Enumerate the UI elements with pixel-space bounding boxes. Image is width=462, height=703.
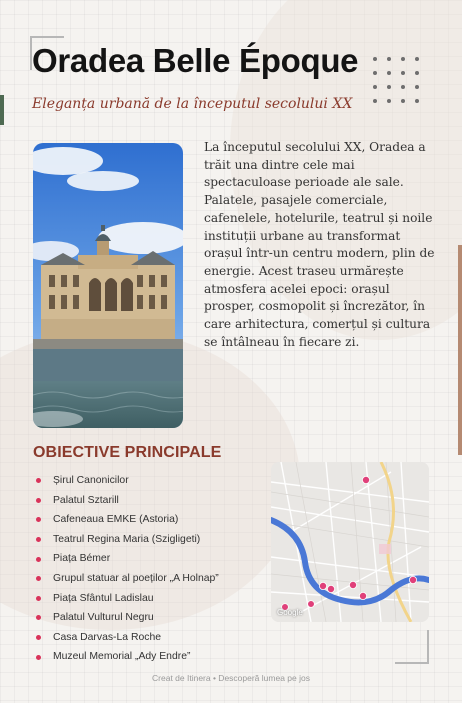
route-map[interactable] xyxy=(271,462,429,622)
dot-grid-icon xyxy=(373,57,419,103)
bullet-dot-icon xyxy=(36,498,41,503)
bullet-dot-icon xyxy=(36,557,41,562)
list-item xyxy=(36,530,219,550)
objectives-list xyxy=(36,471,219,667)
page-subtitle: Eleganța urbană de la începutul secolului XX xyxy=(32,96,353,112)
objectives-heading: OBIECTIVE PRINCIPALE xyxy=(33,444,222,461)
list-item xyxy=(36,491,219,511)
list-item-label: Muzeul Memorial „Ady Endre” xyxy=(53,651,191,663)
map-provider-logo: Google xyxy=(277,608,303,617)
list-item xyxy=(36,589,219,609)
list-item-label: Grupul statuar al poeților „A Holnap” xyxy=(53,572,219,584)
bullet-dot-icon xyxy=(36,478,41,483)
bullet-dot-icon xyxy=(36,615,41,620)
accent-bar-right xyxy=(458,245,462,455)
list-item-label: Teatrul Regina Maria (Szigligeti) xyxy=(53,533,201,545)
list-item-label: Piața Bémer xyxy=(53,553,111,565)
list-item xyxy=(36,628,219,648)
accent-bar-left xyxy=(0,95,4,125)
list-item-label: Palatul Sztarill xyxy=(53,494,119,506)
list-item xyxy=(36,549,219,569)
bullet-dot-icon xyxy=(36,517,41,522)
footer-credit: Creat de Itinera • Descoperă lumea pe jos xyxy=(152,673,310,683)
list-item xyxy=(36,510,219,530)
list-item-label: Casa Darvas-La Roche xyxy=(53,631,161,643)
hero-photo xyxy=(33,143,183,428)
list-item xyxy=(36,608,219,628)
intro-paragraph: La începutul secolului XX, Oradea a trăit una dintre cele mai spectaculoase perioade ale sale. Palatele, pasajele comerciale, cafenelele, hotelurile, teatrul și noile instituții urbane au transformat orașul într-un centru modern, plin de energie. Acest traseu urmărește atmosfera acelei epoci: orașul prosper, cosmopolit și încrezător, în care arhitectura, comerțul și cultura se întâlneau în fiecare zi. xyxy=(204,140,435,349)
list-item xyxy=(36,471,219,491)
list-item-label: Piața Sfântul Ladislau xyxy=(53,592,154,604)
list-item xyxy=(36,569,219,589)
page-title: Oradea Belle Époque xyxy=(32,42,359,79)
list-item-label: Palatul Vulturul Negru xyxy=(53,612,154,624)
list-item-label: Cafeneaua EMKE (Astoria) xyxy=(53,514,179,526)
bullet-dot-icon xyxy=(36,576,41,581)
corner-frame-bottom-right xyxy=(395,630,429,664)
bullet-dot-icon xyxy=(36,596,41,601)
bullet-dot-icon xyxy=(36,655,41,660)
list-item xyxy=(36,647,219,667)
bullet-dot-icon xyxy=(36,635,41,640)
bullet-dot-icon xyxy=(36,537,41,542)
list-item-label: Șirul Canonicilor xyxy=(53,475,129,486)
